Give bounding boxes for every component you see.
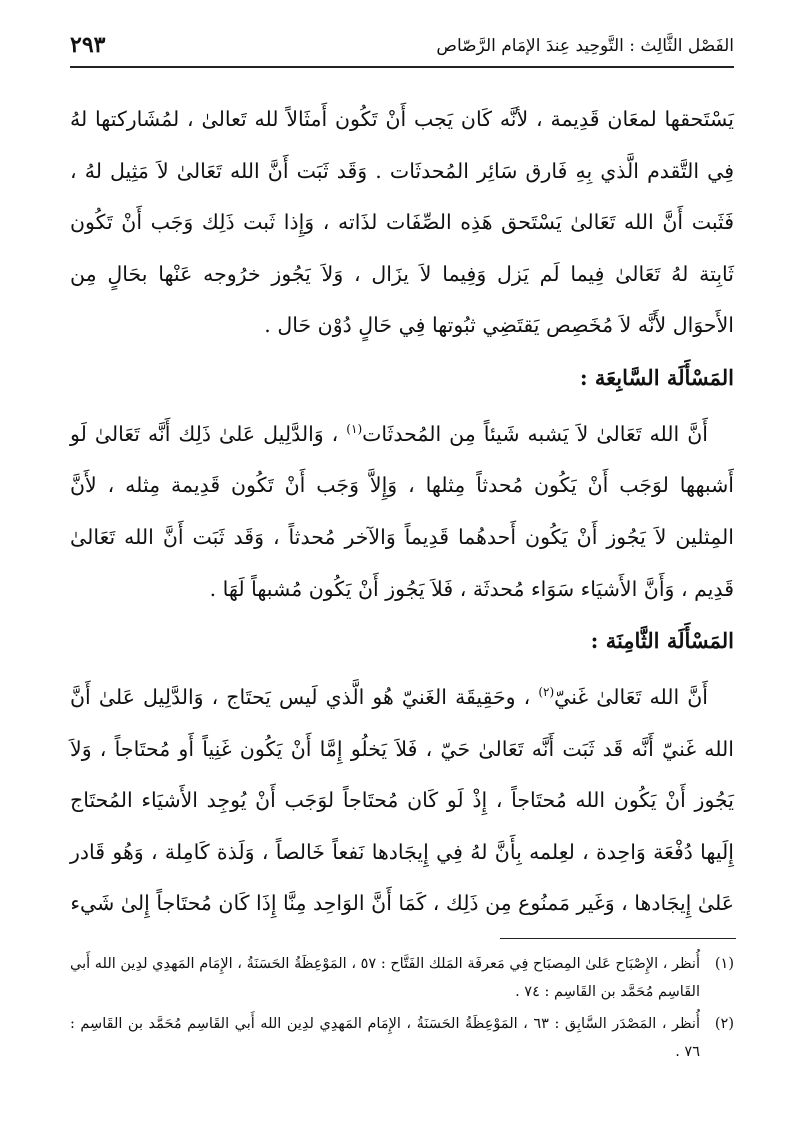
footnote-2 — [70, 1010, 734, 1066]
running-header-title: الفَصْل الثَّالِث : التَّوحِيد عِندَ الإمَام الرَّصّاص — [436, 36, 734, 56]
paragraph-2-rest: ، وَالدَّلِيل عَلىٰ ذَلِك أَنَّه تَعَالىٰ لَو أَشبهها لوَجَب أَنْ يَكُون مُحدثاً مِثلها ، وَإِلاَّ وَجَب أَنْ تَكُون قَدِيمة مِثله ، لأَنَّ المِثلين لاَ يَجُوز أَنْ يَكُون أَحدهُما قَدِيماً وَالآخر مُحدثاً ، وَقَد ثَبَت أَنَّ الله تَعَالىٰ قَدِيم ، وَأَنَّ الأَشيَاء سَوَاء مُحدثَة ، فَلاَ يَجُوز أَنْ يَكُون مُشبهاً لَهَا . — [70, 421, 734, 601]
page-header — [70, 30, 734, 68]
paragraph-3 — [70, 667, 734, 930]
footnotes — [70, 950, 734, 1070]
paragraph-1: يَسْتَحقها لمعَان قَدِيمة ، لأنَّه كَان يَجب أَنْ تَكُون أَمثَالاً لله تَعالىٰ ، لمُشَاركتها لهُ فِي التَّقدم الَّذي بِهِ فَارق سَائِر المُحدثَات . وَقَد ثَبَت أَنَّ الله تَعَالىٰ لاَ مَثِيل لهُ ، فَثَبت أَنَّ الله تَعَالىٰ يَسْتَحق هَذِه الصِّفَات لذَاته ، وَإِذا ثَبت ذَلِك وَجَب أَنْ تَكُون ثَابِتة لهُ تَعَالىٰ فِيما لَم يَزل وَفِيما لاَ يزَال ، وَلاَ يَجُوز خرُوجه عَنْها بحَالٍ مِن الأَحوَال لأَنَّه لاَ مُخَصِص يَقتَضِي ثبُوتها فِي حَالٍ دُوْن حَال . — [70, 107, 735, 338]
footnote-separator — [500, 938, 736, 939]
footnote-text: أُنظر ، المَصْدَر السَّابِق : ٦٣ ، المَوْعِظَةُ الحَسَنَةُ ، الإِمَام المَهدِي لدِين الله أَبي القَاسِم مُحَمَّد بن القَاسِم : ٧٦ . — [70, 1016, 700, 1060]
footnote-ref-2[interactable]: (٢) — [538, 685, 555, 700]
page-number: ٢٩٣ — [70, 32, 106, 58]
footnote-text: أُنظر ، الإِصْبَاح عَلىٰ المِصبَاح فِي مَعرفَة المَلك الفَتَّاح : ٥٧ ، المَوْعِظَةُ الحَسَنَةُ ، الإِمَام المَهدِي لدِين الله أَبي القَاسِم مُحَمَّد بن القَاسِم : ٧٤ . — [70, 956, 700, 1000]
footnote-1 — [70, 950, 734, 1006]
paragraph-3-rest: ، وحَقِيقَة الغَنيّ هُو الَّذي لَيس يَحتَاج ، وَالدَّلِيل عَلىٰ أَنَّ الله غَنيّ أَنَّه قَد ثَبَت أَنَّه تَعَالىٰ حَيّ ، فَلاَ يَخلُو إِمَّا أَنْ يَكُون غَنِياً أَو مُحتَاجاً ، وَلاَ يَجُوز أَنْ يَكُون الله مُحتَاجاً ، إِذْ لَو كَان مُحتَاجاً لوَجَب أَنْ يُوجِد الأَشيَاء المُحتَاج إِلَيها دُفْعَة وَاحِدة ، لعِلمه بِأَنَّ لهُ فِي إِيجَادها نَفعاً خَالصاً ، وَلَذة كَامِلة ، وَهُو قَادر عَلىٰ إِيجَادها ، وَغَير مَمنُوع مِن ذَلِك ، كَمَا أَنَّ الوَاحِد مِنَّا إِذَا كَان مُحتَاجاً إِلىٰ شَيء — [70, 685, 734, 916]
paragraph-3-start: أَنَّ الله تَعَالىٰ غَنيّ — [554, 685, 708, 709]
footnote-mark: (١) — [714, 956, 734, 972]
footnote-mark: (٢) — [714, 1016, 734, 1032]
paragraph-2-start: أَنَّ الله تَعَالىٰ لاَ يَشبه شَيئاً مِن المُحدثَات — [362, 421, 708, 446]
section-heading-7: المَسْأَلَة السَّابِعَة : — [579, 364, 734, 390]
main-text — [70, 94, 734, 930]
footnote-ref-1[interactable]: (١) — [346, 421, 363, 436]
section-heading-8: المَسْأَلَة الثَّامِنَة : — [590, 628, 734, 654]
paragraph-2 — [70, 404, 734, 615]
